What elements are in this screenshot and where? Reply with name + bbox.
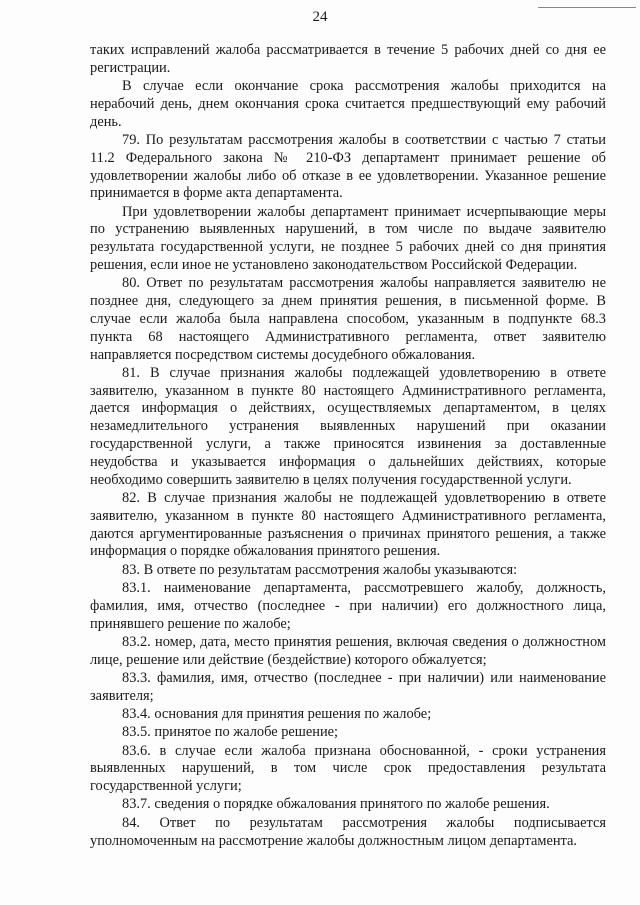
paragraph-82: 82. В случае признания жалобы не подлежащей удовлетворению в ответе заявителю, указанном в пункте 80 настоящего Административного регламента, даются аргументированные разъяснения о причинах принятого решения, а также информация о порядке обжалования принятого решения. bbox=[90, 489, 606, 560]
paragraph-83-5: 83.5. принятое по жалобе решение; bbox=[122, 724, 339, 741]
paragraph-83: 83. В ответе по результатам рассмотрения жалобы указываются: bbox=[122, 561, 518, 578]
paragraph-83-4: 83.4. основания для принятия решения по жалобе; bbox=[122, 705, 432, 722]
paragraph-84: 84. Ответ по результатам рассмотрения жалобы подписывается уполномоченным на рассмотрение жалобы должностным лицом департамента. bbox=[90, 814, 606, 849]
paragraph-83-3: 83.3. фамилия, имя, отчество (последнее - при наличии) или наименование заявителя; bbox=[90, 669, 606, 704]
paragraph-83-1: 83.1. наименование департамента, рассмотревшего жалобу, должность, фамилия, имя, отчество (последнее - при наличии) его должностного лица, принявшего решение по жалобе; bbox=[90, 579, 606, 632]
paragraph-83-6: 83.6. в случае если жалоба признана обоснованной, - сроки устранения выявленных нарушений, в том числе срок предоставления результата государственной услуги; bbox=[90, 742, 606, 795]
paragraph-83-7: 83.7. сведения о порядке обжалования принятого по жалобе решения. bbox=[122, 796, 550, 813]
paragraph-nonworking-day: В случае если окончание срока рассмотрения жалобы приходится на нерабочий день, днем окончания срока считается предшествующий ему рабочий день. bbox=[90, 78, 606, 130]
paragraph-79-measures: При удовлетворении жалобы департамент принимает исчерпывающие меры по устранению выявленных нарушений, в том числе по выдаче заявителю результата государственной услуги, не позднее 5 рабочих дней со дня принятия решения, если иное не установлено законодательством Российской Федерации. bbox=[90, 203, 606, 274]
paragraph-80: 80. Ответ по результатам рассмотрения жалобы направляется заявителю не позднее дня, следующего за днем принятия решения, в письменной форме. В случае если жалоба была направлена способом, указанным в подпункте 68.3 пункта 68 настоящего Административного регламента, ответ заявителю направляется посредством системы досудебного обжалования. bbox=[90, 275, 606, 363]
page-number: 24 bbox=[312, 9, 328, 25]
paragraph-83-2: 83.2. номер, дата, место принятия решения, включая сведения о должностном лице, решение или действие (бездействие) которого обжалуется; bbox=[90, 633, 606, 668]
document-body bbox=[90, 42, 606, 851]
paragraph-continuation: таких исправлений жалоба рассматривается в течение 5 рабочих дней со дня ее регистрации. bbox=[90, 42, 606, 76]
paragraph-81: 81. В случае признания жалобы подлежащей удовлетворению в ответе заявителю, указанном в пункте 80 настоящего Административного регламента, дается информация о действиях, осуществляемых департаментом, в целях незамедлительного устранения выявленных нарушений при оказании государственной услуги, а также приносятся извинения за доставленные неудобства и указывается информация о дальнейших действиях, которые необходимо совершить заявителю в целях получения государственной услуги. bbox=[90, 364, 606, 488]
paragraph-79: 79. По результатам рассмотрения жалобы в соответствии с частью 7 статьи 11.2 Федерального закона № 210-ФЗ департамент принимает решение об удовлетворении жалобы либо об отказе в ее удовлетворении. Указанное решение принимается в форме акта департамента. bbox=[90, 131, 606, 202]
